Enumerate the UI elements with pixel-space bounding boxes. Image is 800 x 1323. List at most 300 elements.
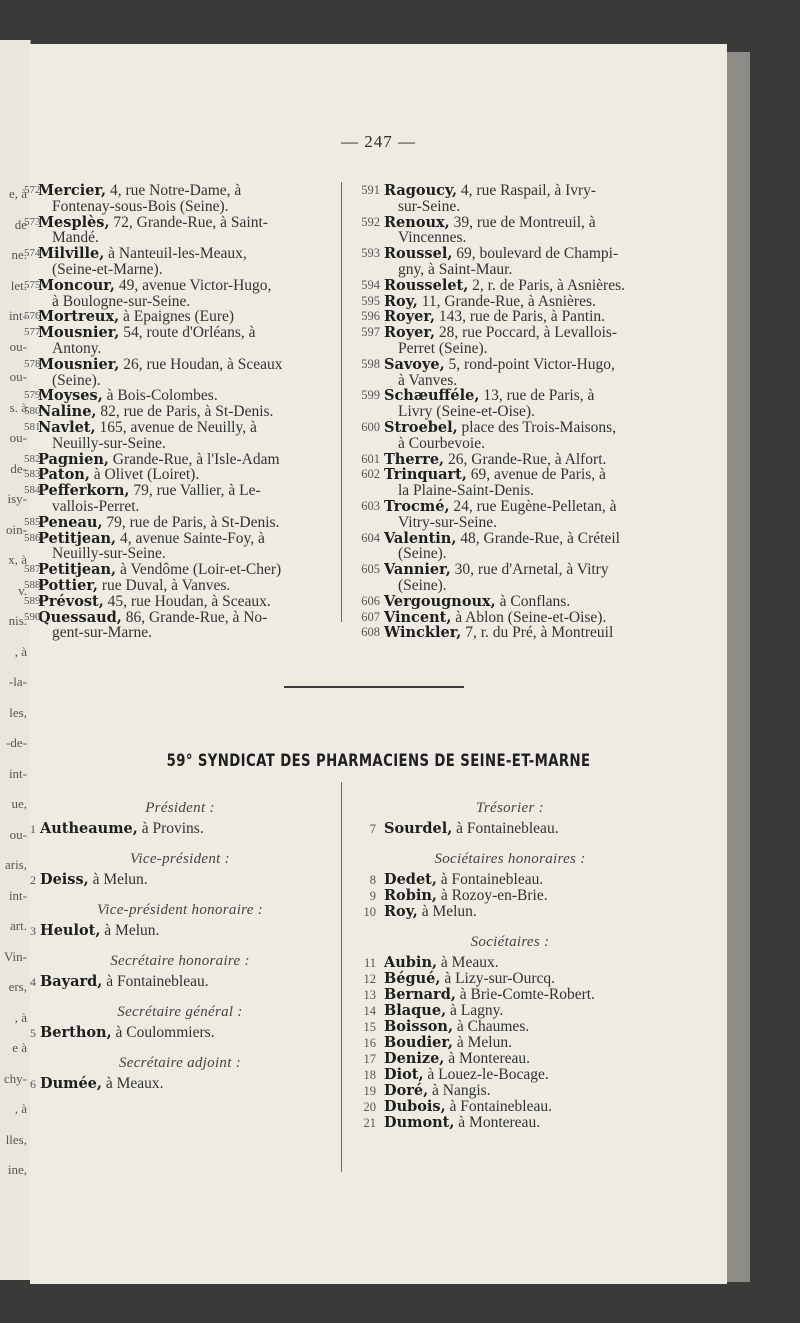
entry-address: 49, avenue Victor-Hugo, xyxy=(118,276,272,294)
entry-address-continued: Vincennes. xyxy=(398,229,467,247)
entry-name: Prévost, xyxy=(38,592,104,610)
member-name: Dubois, xyxy=(384,1098,446,1115)
entry-name: Pagnien, xyxy=(38,450,109,468)
document-page xyxy=(24,44,727,1284)
member-location: à Montereau. xyxy=(448,1050,531,1067)
facing-page-fragment: ou- xyxy=(9,826,27,842)
bureau-role-heading: Secrétaire général : xyxy=(117,1004,243,1020)
member-name: Robin, xyxy=(384,887,437,904)
bureau-member xyxy=(352,1051,668,1067)
entry-line xyxy=(384,278,668,294)
member-number: 20 xyxy=(363,1100,376,1114)
entry-address: 69, boulevard de Champi- xyxy=(456,245,619,263)
entry-number: 581 xyxy=(24,420,41,433)
entry-address: à Epaignes (Eure) xyxy=(123,308,235,326)
directory-entry xyxy=(352,294,668,310)
directory-entry xyxy=(24,213,330,247)
entry-line xyxy=(38,420,330,436)
entry-address: 5, rond-point Victor-Hugo, xyxy=(448,355,615,373)
entry-address-continued: la Plaine-Saint-Denis. xyxy=(398,482,535,500)
entry-address-continued: Neuilly-sur-Seine. xyxy=(52,434,166,452)
entry-line xyxy=(38,562,330,578)
member-location: à Brie-Comte-Robert. xyxy=(459,986,595,1003)
entry-address: 86, Grande-Rue, à No- xyxy=(125,608,268,626)
facing-page-fragment: -la- xyxy=(8,674,27,689)
entry-number: 608 xyxy=(361,625,380,640)
entry-name: Rousselet, xyxy=(384,276,469,294)
member-location: à Louez-le-Bocage. xyxy=(427,1066,549,1083)
member-number: 14 xyxy=(363,1004,376,1018)
facing-page-fragment: x, à xyxy=(8,552,27,567)
facing-page-fragment: e à xyxy=(12,1040,27,1055)
member-number: 10 xyxy=(363,905,376,919)
member-number: 17 xyxy=(363,1052,376,1066)
member-name: Aubin, xyxy=(384,954,438,971)
member-name: Autheaume, xyxy=(40,820,138,837)
entry-address: à Ablon (Seine-et-Oise). xyxy=(455,608,607,626)
entry-number: 572 xyxy=(24,184,41,196)
directory-entry xyxy=(352,388,668,420)
page-shadow-edge xyxy=(726,52,750,1282)
bureau-member xyxy=(352,1019,668,1035)
bureau-member xyxy=(30,1025,330,1041)
directory-column-left xyxy=(24,182,330,642)
entry-name: Quessaud, xyxy=(38,608,122,626)
facing-page-fragment: ue, xyxy=(11,796,27,811)
directory-column-right xyxy=(352,183,668,641)
directory-entry xyxy=(352,309,668,325)
bureau-member xyxy=(352,872,668,888)
entry-address: 79, rue de Paris, à St-Denis. xyxy=(106,513,280,531)
entry-name: Renoux, xyxy=(384,213,450,231)
entry-name: Pefferkorn, xyxy=(38,482,130,500)
entry-number: 603 xyxy=(361,498,380,513)
entry-line xyxy=(384,246,668,262)
entry-name: Mortreux, xyxy=(38,308,120,326)
entry-address: 79, rue Vallier, à Le- xyxy=(133,482,261,500)
entry-name: Milville, xyxy=(38,245,105,263)
directory-entry xyxy=(24,403,330,421)
bureau-column-divider xyxy=(341,782,342,1172)
entry-address-continued: Neuilly-sur-Seine. xyxy=(52,545,166,563)
entry-address-continued: Vitry-sur-Seine. xyxy=(398,513,498,531)
entry-line xyxy=(38,531,330,547)
member-number: 2 xyxy=(30,873,36,887)
facing-page-fragment: int- xyxy=(8,765,27,781)
bureau-member xyxy=(30,923,330,939)
facing-page-fragment: ine, xyxy=(7,1162,27,1177)
entry-name: Savoye, xyxy=(384,355,445,373)
entry-address: 26, rue Houdan, à Sceaux xyxy=(123,355,283,373)
entry-address: 7, r. du Pré, à Montreuil xyxy=(465,624,614,642)
member-name: Dedet, xyxy=(384,871,437,888)
facing-page-fragment: e, à xyxy=(8,186,27,201)
member-number: 12 xyxy=(363,972,376,986)
entry-line xyxy=(384,531,668,547)
bureau-role-heading: Vice-président : xyxy=(130,851,230,867)
entry-number: 606 xyxy=(361,593,380,608)
entry-address: 28, rue Poccard, à Levallois- xyxy=(438,324,618,342)
bureau-role-heading: Secrétaire adjoint : xyxy=(118,1055,242,1071)
entry-address: rue Duval, à Vanves. xyxy=(101,576,231,594)
member-number: 19 xyxy=(363,1084,376,1098)
entry-number: 599 xyxy=(361,388,380,403)
bureau-member xyxy=(30,872,330,888)
entry-address-continued: à Courbevoie. xyxy=(398,434,485,452)
entry-line xyxy=(384,388,668,404)
facing-page-fragment: let. xyxy=(10,277,27,293)
member-location: à Melun. xyxy=(104,922,160,939)
entry-address: à Conflans. xyxy=(499,592,571,610)
facing-page-fragment: int- xyxy=(8,308,27,323)
bureau-member xyxy=(352,1099,668,1115)
bureau-role-heading: Sociétaires honoraires : xyxy=(434,851,586,867)
entry-address-continued: Mandé. xyxy=(52,229,99,247)
member-location: à Chaumes. xyxy=(456,1018,530,1035)
entry-address: 13, rue de Paris, à xyxy=(483,387,595,405)
entry-line xyxy=(38,215,330,231)
facing-page-fragment: nis. xyxy=(8,613,27,628)
entry-address-continued: gny, à Saint-Maur. xyxy=(398,260,513,278)
bureau-member xyxy=(352,971,668,987)
member-location: à Rozoy-en-Brie. xyxy=(440,887,548,904)
directory-entry xyxy=(24,418,330,452)
entry-name: Schæufféle, xyxy=(384,387,480,405)
directory-entry xyxy=(24,529,330,563)
directory-entry xyxy=(24,276,330,310)
entry-line xyxy=(384,294,668,310)
facing-page-fragment: ers, xyxy=(8,979,27,994)
entry-address-continued: gent-sur-Marne. xyxy=(52,624,152,642)
directory-entry xyxy=(352,215,668,247)
entry-name: Mercier, xyxy=(38,182,107,199)
entry-number: 573 xyxy=(24,215,41,228)
directory-entry xyxy=(352,625,668,641)
member-name: Heulot, xyxy=(40,922,101,939)
member-number: 11 xyxy=(363,956,376,970)
member-location: à Fontainebleau. xyxy=(106,973,209,990)
bureau-member xyxy=(30,1076,330,1092)
entry-address: à Vendôme (Loir-et-Cher) xyxy=(119,561,282,579)
entry-address: 11, Grande-Rue, à Asnières. xyxy=(421,292,596,310)
member-location: à Meaux. xyxy=(105,1075,164,1092)
entry-line xyxy=(384,452,668,468)
member-name: Dumée, xyxy=(40,1075,102,1092)
entry-line xyxy=(38,483,330,499)
entry-line xyxy=(38,404,330,420)
bureau-role-heading: Vice-président honoraire : xyxy=(96,902,264,918)
entry-name: Trocmé, xyxy=(384,497,450,515)
entry-address: 4, avenue Sainte-Foy, à xyxy=(119,529,265,547)
directory-entry xyxy=(352,278,668,294)
entry-line xyxy=(38,357,330,373)
member-name: Dumont, xyxy=(384,1114,455,1131)
directory-entry xyxy=(24,608,330,642)
directory-entry xyxy=(352,452,668,468)
entry-number: 598 xyxy=(361,356,380,371)
entry-address: 165, avenue de Neuilly, à xyxy=(99,418,257,436)
directory-entry xyxy=(352,610,668,626)
member-name: Denize, xyxy=(384,1050,445,1067)
entry-address: 39, rue de Montreuil, à xyxy=(453,213,596,231)
member-name: Boisson, xyxy=(384,1018,454,1035)
entry-line xyxy=(38,452,330,468)
entry-address: 4, rue Notre-Dame, à xyxy=(110,182,242,199)
directory-entry xyxy=(24,182,330,215)
entry-name: Moyses, xyxy=(38,387,103,405)
page-number: — 247 — xyxy=(341,132,416,151)
entry-number: 597 xyxy=(361,325,380,340)
entry-line xyxy=(384,325,668,341)
entry-address: 26, Grande-Rue, à Alfort. xyxy=(448,450,607,468)
facing-page-fragment: int- xyxy=(8,887,27,903)
directory-entry xyxy=(24,482,330,515)
directory-entry xyxy=(352,357,668,389)
entry-number: 587 xyxy=(24,563,41,576)
directory-entry xyxy=(24,387,330,405)
entry-number: 591 xyxy=(361,183,380,197)
entry-line xyxy=(384,610,668,626)
facing-page-fragment: chy- xyxy=(3,1070,27,1086)
directory-entry xyxy=(24,308,330,326)
member-location: à Coulommiers. xyxy=(115,1024,215,1041)
entry-address-continued: à Vanves. xyxy=(398,371,458,389)
entry-line xyxy=(384,183,668,199)
member-number: 5 xyxy=(30,1026,36,1040)
member-number: 13 xyxy=(363,988,376,1002)
directory-entry xyxy=(24,561,330,579)
entry-address: à Olivet (Loiret). xyxy=(93,466,200,484)
directory-entry xyxy=(24,576,330,594)
bureau-role-heading: Trésorier : xyxy=(476,800,544,816)
bureau-member xyxy=(352,1003,668,1019)
entry-address: 30, rue d'Arnetal, à Vitry xyxy=(454,561,609,579)
facing-page-fragment: ou- xyxy=(9,369,27,384)
member-name: Sourdel, xyxy=(384,820,453,837)
entry-name: Petitjean, xyxy=(38,529,117,547)
column-divider xyxy=(341,182,342,622)
entry-name: Therre, xyxy=(384,450,445,468)
member-location: à Lagny. xyxy=(450,1002,504,1019)
entry-number: 582 xyxy=(24,452,41,465)
member-number: 8 xyxy=(369,873,376,887)
member-name: Roy, xyxy=(384,903,418,920)
bureau-member xyxy=(352,821,668,837)
facing-page-fragment: aris, xyxy=(4,857,27,872)
facing-page-fragment: oin- xyxy=(6,521,27,537)
member-name: Diot, xyxy=(384,1066,424,1083)
member-name: Boudier, xyxy=(384,1034,453,1051)
entry-address: 143, rue de Paris, à Pantin. xyxy=(438,308,606,326)
entry-number: 595 xyxy=(361,293,380,308)
entry-name: Roy, xyxy=(384,292,418,310)
entry-number: 596 xyxy=(361,309,380,324)
directory-entry xyxy=(24,355,330,389)
member-number: 21 xyxy=(363,1116,376,1130)
directory-entry xyxy=(24,324,330,357)
directory-entry xyxy=(352,325,668,357)
entry-number: 592 xyxy=(361,214,380,229)
member-location: à Montereau. xyxy=(458,1114,541,1131)
facing-page-fragment: -de- xyxy=(6,735,27,750)
section-separator-rule xyxy=(284,686,464,688)
bureau-member xyxy=(352,888,668,904)
entry-address-continued: Livry (Seine-et-Oise). xyxy=(398,403,535,421)
entry-name: Vincent, xyxy=(384,608,452,626)
bureau-column-left xyxy=(30,800,330,1092)
entry-number: 580 xyxy=(24,405,41,418)
entry-line xyxy=(384,215,668,231)
facing-page-fragment: ou- xyxy=(9,430,27,445)
entry-line xyxy=(384,467,668,483)
directory-entry xyxy=(352,246,668,278)
entry-number: 601 xyxy=(361,451,380,466)
entry-address: 4, rue Raspail, à Ivry- xyxy=(460,182,597,199)
member-number: 18 xyxy=(363,1068,376,1082)
entry-number: 593 xyxy=(361,246,380,261)
entry-address-continued: vallois-Perret. xyxy=(52,497,140,515)
entry-name: Pottier, xyxy=(38,576,98,594)
member-location: à Melun. xyxy=(421,903,477,920)
entry-name: Stroebel, xyxy=(384,418,458,436)
entry-address-continued: Antony. xyxy=(52,339,102,357)
member-number: 1 xyxy=(30,822,36,836)
bureau-role-heading: Sociétaires : xyxy=(470,934,550,950)
entry-address-continued: (Seine). xyxy=(398,545,447,563)
entry-number: 578 xyxy=(24,357,41,370)
facing-page-fragment: de xyxy=(14,216,27,232)
member-name: Bégué, xyxy=(384,970,441,987)
entry-line xyxy=(38,246,330,262)
entry-name: Naline, xyxy=(38,403,97,421)
entry-name: Valentin, xyxy=(384,529,457,547)
facing-page-fragment: s. à xyxy=(9,399,27,415)
entry-line xyxy=(384,357,668,373)
member-location: à Nangis. xyxy=(432,1082,491,1099)
entry-number: 574 xyxy=(24,247,41,260)
member-name: Deiss, xyxy=(40,871,89,888)
entry-number: 607 xyxy=(361,609,380,624)
bureau-member xyxy=(30,821,330,837)
entry-number: 579 xyxy=(24,389,41,402)
bureau-member xyxy=(30,974,330,990)
member-name: Berthon, xyxy=(40,1024,112,1041)
entry-name: Royer, xyxy=(384,324,436,342)
directory-entry xyxy=(352,594,668,610)
entry-name: Moncour, xyxy=(38,276,115,294)
entry-address: à Bois-Colombes. xyxy=(106,387,218,405)
entry-name: Vannier, xyxy=(384,561,451,579)
entry-address: 2, r. de Paris, à Asnières. xyxy=(472,276,625,294)
member-location: à Fontainebleau. xyxy=(449,1098,552,1115)
member-name: Bayard, xyxy=(40,973,103,990)
entry-line xyxy=(38,278,330,294)
facing-page-fragment: ou- xyxy=(9,338,27,354)
entry-line xyxy=(384,309,668,325)
facing-page-fragment: art. xyxy=(10,918,27,933)
member-number: 9 xyxy=(369,889,376,903)
entry-number: 577 xyxy=(24,326,41,339)
entry-number: 585 xyxy=(24,515,41,528)
entry-number: 605 xyxy=(361,562,380,577)
bureau-member xyxy=(352,1083,668,1099)
entry-line xyxy=(384,420,668,436)
entry-address: 69, avenue de Paris, à xyxy=(470,466,606,484)
entry-line xyxy=(384,625,668,641)
bureau-column-right xyxy=(352,800,668,1131)
directory-entry xyxy=(352,499,668,531)
entry-address: place des Trois-Maisons, xyxy=(461,418,617,436)
facing-page-fragment: , à xyxy=(14,1101,27,1116)
entry-number: 600 xyxy=(361,419,380,434)
member-location: à Fontainebleau. xyxy=(440,871,544,888)
entry-line xyxy=(38,467,330,483)
entry-line xyxy=(38,388,330,404)
facing-page-fragment: , à xyxy=(14,643,27,659)
directory-entry xyxy=(24,245,330,278)
member-location: à Lizy-sur-Ourcq. xyxy=(444,970,556,987)
facing-page-fragment: ne. xyxy=(11,247,27,262)
entry-address-continued: Fontenay-sous-Bois (Seine). xyxy=(52,197,229,215)
entry-number: 584 xyxy=(24,484,41,497)
entry-name: Mousnier, xyxy=(38,324,120,342)
member-number: 3 xyxy=(30,924,36,938)
entry-line xyxy=(38,325,330,341)
directory-entry xyxy=(352,420,668,452)
bureau-member xyxy=(352,904,668,920)
directory-entry xyxy=(24,450,330,468)
entry-line xyxy=(38,515,330,531)
facing-page-fragment: isy- xyxy=(7,491,27,506)
entry-name: Roussel, xyxy=(384,245,453,263)
entry-address-continued: (Seine). xyxy=(52,371,101,389)
entry-number: 586 xyxy=(24,531,41,544)
entry-name: Peneau, xyxy=(38,513,103,531)
entry-name: Navlet, xyxy=(38,418,96,436)
entry-address-continued: (Seine-et-Marne). xyxy=(52,260,163,278)
entry-address-continued: sur-Seine. xyxy=(398,197,461,215)
directory-entry xyxy=(24,513,330,531)
entry-address-continued: (Seine). xyxy=(398,576,447,594)
bureau-member xyxy=(352,1035,668,1051)
directory-entry xyxy=(24,466,330,484)
entry-name: Vergougnoux, xyxy=(384,592,496,610)
entry-number: 594 xyxy=(361,277,380,292)
facing-page-fragment: , à xyxy=(14,1009,27,1025)
bureau-member xyxy=(352,1067,668,1083)
entry-address: Grande-Rue, à l'Isle-Adam xyxy=(112,450,280,468)
entry-name: Petitjean, xyxy=(38,561,117,579)
directory-entry xyxy=(352,183,668,215)
directory-entry xyxy=(352,562,668,594)
facing-page-fragment: de- xyxy=(10,460,27,476)
facing-page-fragment: Vin- xyxy=(3,948,27,964)
member-number: 16 xyxy=(363,1036,376,1050)
member-number: 6 xyxy=(30,1077,36,1091)
bureau-member xyxy=(352,1115,668,1131)
member-number: 4 xyxy=(30,975,36,989)
entry-address: à Nanteuil-les-Meaux, xyxy=(108,245,247,263)
entry-address: 72, Grande-Rue, à Saint- xyxy=(113,213,268,231)
member-location: à Melun. xyxy=(456,1034,512,1051)
bureau-member xyxy=(352,955,668,971)
entry-number: 583 xyxy=(24,468,41,481)
facing-page-fragment: v. xyxy=(18,582,27,598)
directory-entry xyxy=(24,592,330,610)
member-location: à Meaux. xyxy=(440,954,499,971)
entry-name: Trinquart, xyxy=(384,466,467,484)
entry-name: Paton, xyxy=(38,466,90,484)
